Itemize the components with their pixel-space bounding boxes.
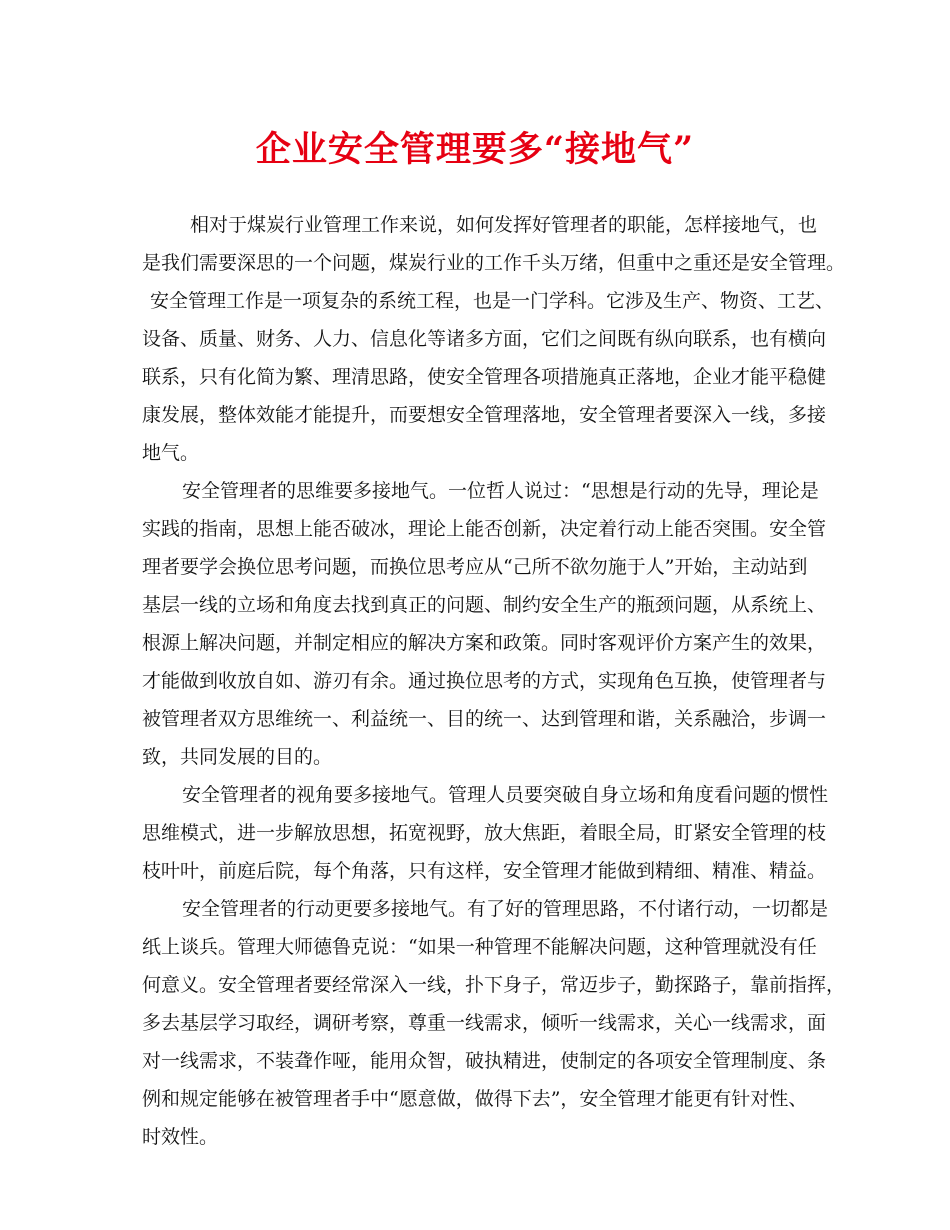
paragraph-line: 联系，只有化简为繁、理清思路，使安全管理各项措施真正落地，企业才能平稳健 bbox=[142, 366, 827, 388]
paragraph-line: 相对于煤炭行业管理工作来说，如何发挥好管理者的职能，怎样接地气，也 bbox=[190, 214, 818, 236]
paragraph-line: 何意义。安全管理者要经常深入一线，扑下身子，常迈步子，勤探路子，靠前指挥， bbox=[142, 974, 846, 996]
paragraph-line: 安全管理者的思维要多接地气。一位哲人说过：“思想是行动的先导，理论是 bbox=[182, 480, 819, 502]
paragraph-line: 思维模式，进一步解放思想，拓宽视野，放大焦距，着眼全局，盯紧安全管理的枝 bbox=[142, 822, 827, 844]
paragraph-line: 安全管理者的视角要多接地气。管理人员要突破自身立场和角度看问题的惯性 bbox=[182, 784, 829, 806]
paragraph-line: 是我们需要深思的一个问题，煤炭行业的工作千头万绪，但重中之重还是安全管理。 bbox=[142, 252, 846, 274]
paragraph-line: 理者要学会换位思考问题，而换位思考应从“己所不欲勿施于人”开始，主动站到 bbox=[142, 556, 808, 578]
paragraph-line: 致，共同发展的目的。 bbox=[142, 746, 333, 768]
paragraph-line: 基层一线的立场和角度去找到真正的问题、制约安全生产的瓶颈问题，从系统上、 bbox=[142, 594, 827, 616]
paragraph-line: 对一线需求，不装聋作哑，能用众智，破执精进，使制定的各项安全管理制度、条 bbox=[142, 1050, 827, 1072]
paragraph-line: 根源上解决问题，并制定相应的解决方案和政策。同时客观评价方案产生的效果， bbox=[142, 632, 827, 654]
document-body bbox=[142, 206, 846, 1156]
document-title: 企业安全管理要多“接地气” bbox=[255, 129, 695, 170]
paragraph-line: 安全管理者的行动更要多接地气。有了好的管理思路，不付诸行动，一切都是 bbox=[182, 898, 829, 920]
paragraph-line: 设备、质量、财务、人力、信息化等诸多方面，它们之间既有纵向联系，也有横向 bbox=[142, 328, 827, 350]
paragraph-line: 实践的指南，思想上能否破冰，理论上能否创新，决定着行动上能否突围。安全管 bbox=[142, 518, 827, 540]
paragraph-line: 安全管理工作是一项复杂的系统工程，也是一门学科。它涉及生产、物资、工艺、 bbox=[150, 290, 835, 312]
paragraph-line: 纸上谈兵。管理大师德鲁克说：“如果一种管理不能解决问题，这种管理就没有任 bbox=[142, 936, 817, 958]
paragraph-line: 被管理者双方思维统一、利益统一、目的统一、达到管理和谐，关系融洽，步调一 bbox=[142, 708, 827, 730]
paragraph-line: 枝叶叶，前庭后院，每个角落，只有这样，安全管理才能做到精细、精准、精益。 bbox=[142, 860, 827, 882]
paragraph-line: 康发展，整体效能才能提升，而要想安全管理落地，安全管理者要深入一线，多接 bbox=[142, 404, 827, 426]
paragraph-line: 地气。 bbox=[142, 442, 200, 464]
paragraph-line: 多去基层学习取经，调研考察，尊重一线需求，倾听一线需求，关心一线需求，面 bbox=[142, 1012, 827, 1034]
paragraph-line: 例和规定能够在被管理者手中“愿意做，做得下去”，安全管理才能更有针对性、 bbox=[142, 1088, 808, 1110]
paragraph-line: 才能做到收放自如、游刃有余。通过换位思考的方式，实现角色互换，使管理者与 bbox=[142, 670, 827, 692]
paragraph-line: 时效性。 bbox=[142, 1126, 219, 1148]
